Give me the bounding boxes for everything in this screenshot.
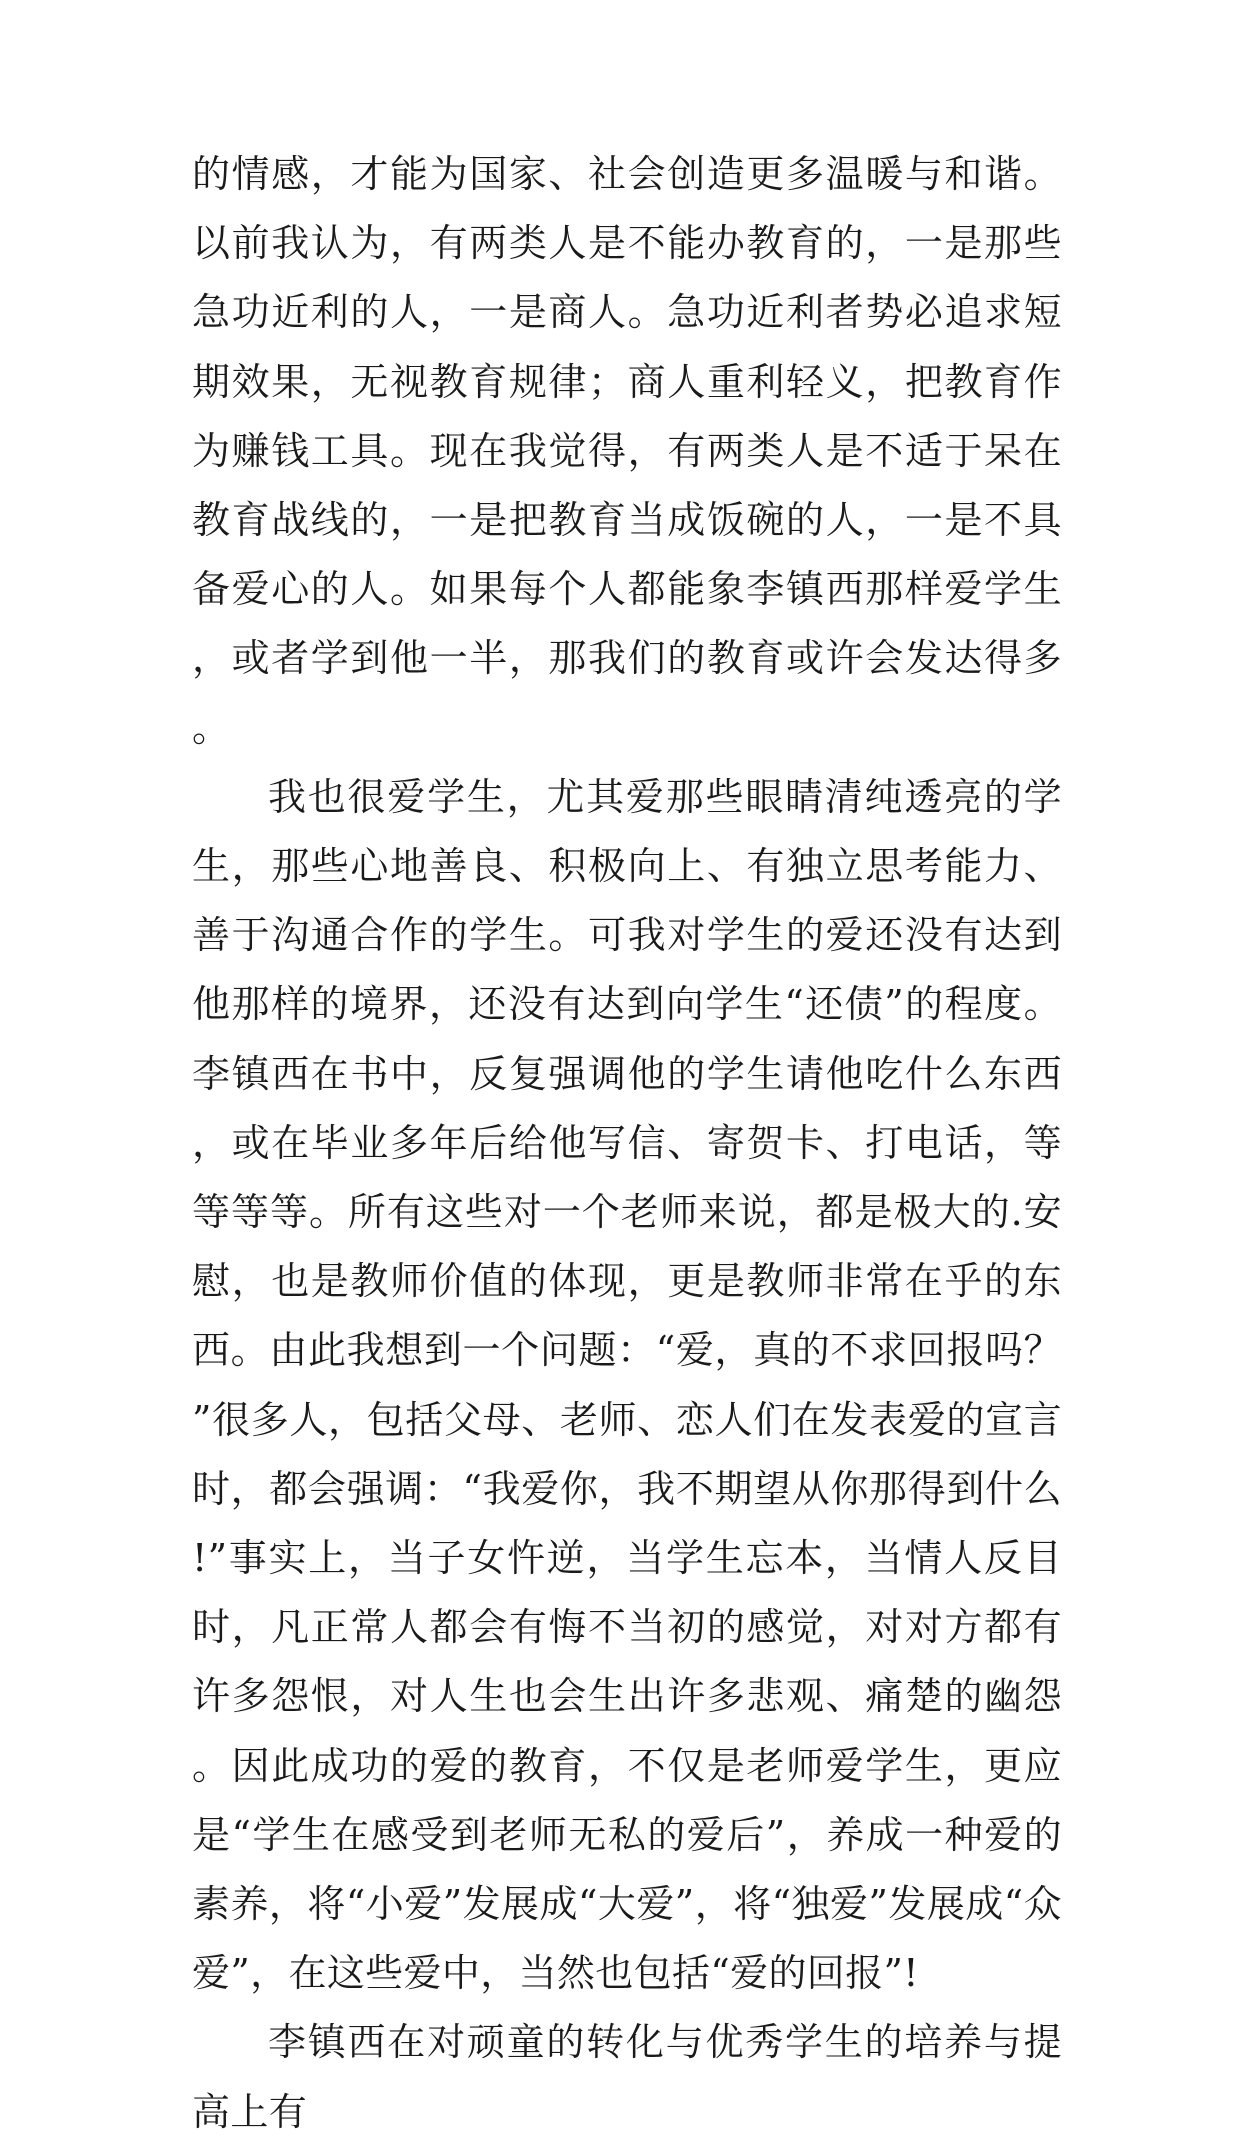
- body-text: [192, 140, 1062, 2147]
- paragraph-continuation: 的情感，才能为国家、社会创造更多温暖与和谐。以前我认为，有两类人是不能办教育的，一是那些急功近利的人，一是商人。急功近利者势必追求短期效果，无视教育规律；商人重利轻义，把教育作为赚钱工具。现在我觉得，有两类人是不适于呆在教育战线的，一是把教育当成饭碗的人，一是不具备爱心的人。如果每个人都能象李镇西那样爱学生，或者学到他一半，那我们的教育或许会发达得多。: [192, 152, 1062, 750]
- paragraph-li-zhenxi: 李镇西在对顽童的转化与优秀学生的培养与提高上有: [192, 2020, 1062, 2134]
- paragraph-love-students: 我也很爱学生，尤其爱那些眼睛清纯透亮的学生，那些心地善良、积极向上、有独立思考能力、善于沟通合作的学生。可我对学生的爱还没有达到他那样的境界，还没有达到向学生“还债”的程度。李镇西在书中，反复强调他的学生请他吃什么东西，或在毕业多年后给他写信、寄贺卡、打电话，等等等等。所有这些对一个老师来说，都是极大的.安慰，也是教师价值的体现，更是教师非常在乎的东西。由此我想到一个问题：“爱，真的不求回报吗？”很多人，包括父母、老师、恋人们在发表爱的宣言时，都会强调：“我爱你，我不期望从你那得到什么!”事实上，当子女忤逆，当学生忘本，当情人反目时，凡正常人都会有悔不当初的感觉，对对方都有许多怨恨，对人生也会生出许多悲观、痛楚的幽怨。因此成功的爱的教育，不仅是老师爱学生，更应是“学生在感受到老师无私的爱后”，养成一种爱的素养，将“小爱”发展成“大爱”，将“独爱”发展成“众爱”，在这些爱中，当然也包括“爱的回报”!: [192, 774, 1062, 1996]
